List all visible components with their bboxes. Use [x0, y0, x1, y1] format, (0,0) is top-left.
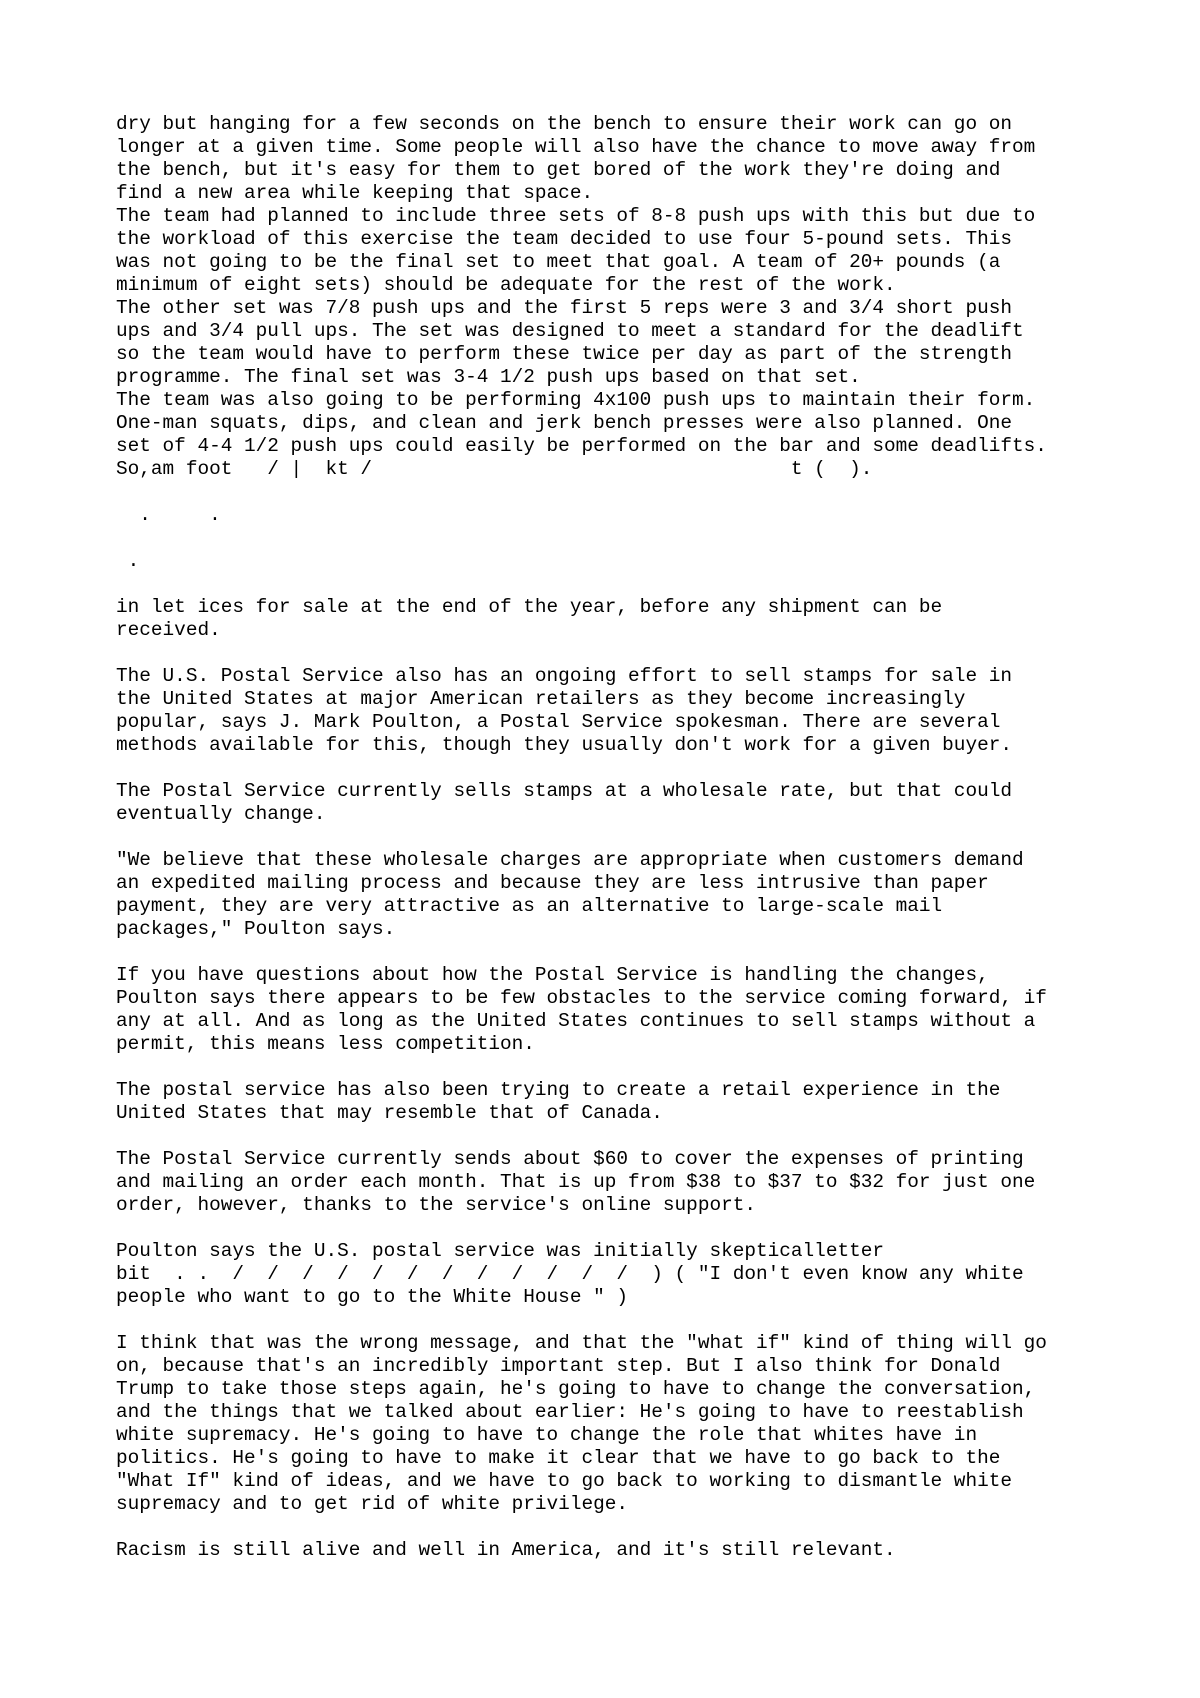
paragraph [116, 1332, 1116, 1516]
text-line: The team was also going to be performing 4x100 push ups to maintain their form. [116, 389, 1036, 411]
text-line: payment, they are very attractive as an alternative to large-scale mail [116, 895, 943, 917]
text-line: dry but hanging for a few seconds on the bench to ensure their work can go on [116, 113, 1012, 135]
text-line: If you have questions about how the Postal Service is handling the changes, [116, 964, 989, 986]
text-line: programme. The final set was 3-4 1/2 push ups based on that set. [116, 366, 861, 388]
text-line: in let ices for sale at the end of the year, before any shipment can be [116, 596, 943, 618]
text-line: The other set was 7/8 push ups and the first 5 reps were 3 and 3/4 short push [116, 297, 1012, 319]
text-line: any at all. And as long as the United States continues to sell stamps without a [116, 1010, 1036, 1032]
text-line: Poulton says there appears to be few obstacles to the service coming forward, if [116, 987, 1047, 1009]
paragraph [116, 665, 1116, 757]
text-line: One-man squats, dips, and clean and jerk bench presses were also planned. One [116, 412, 1012, 434]
paragraph-spacer [116, 757, 1116, 780]
text-line: and the things that we talked about earlier: He's going to have to reestablish [116, 1401, 1024, 1423]
text-line: Racism is still alive and well in America, and it's still relevant. [116, 1539, 896, 1561]
text-line: United States that may resemble that of Canada. [116, 1102, 663, 1124]
text-line: permit, this means less competition. [116, 1033, 535, 1055]
paragraph [116, 1079, 1116, 1125]
text-line: Trump to take those steps again, he's going to have to change the conversation, [116, 1378, 1036, 1400]
text-line: people who want to go to the White House " ) [116, 1286, 628, 1308]
text-line: "We believe that these wholesale charges are appropriate when customers demand [116, 849, 1024, 871]
paragraph [116, 550, 1116, 573]
paragraph-spacer [116, 1217, 1116, 1240]
paragraph [116, 964, 1116, 1056]
text-line: The Postal Service currently sends about $60 to cover the expenses of printing [116, 1148, 1024, 1170]
text-line: I think that was the wrong message, and that the "what if" kind of thing will go [116, 1332, 1047, 1354]
paragraph-spacer [116, 1309, 1116, 1332]
paragraph-spacer [116, 481, 1116, 504]
paragraph [116, 113, 1116, 481]
text-line: The Postal Service currently sells stamps at a wholesale rate, but that could [116, 780, 1012, 802]
text-line: the workload of this exercise the team decided to use four 5-pound sets. This [116, 228, 1012, 250]
text-line: on, because that's an incredibly important step. But I also think for Donald [116, 1355, 1001, 1377]
text-line: . . [116, 504, 221, 526]
document-page [116, 113, 1116, 1562]
text-line: packages," Poulton says. [116, 918, 396, 940]
text-line: bit . . / / / / / / / / / / / / ) ( "I don't even know any white [116, 1263, 1024, 1285]
text-line: So,am foot / | kt / t ( ). [116, 458, 873, 480]
paragraph-spacer [116, 941, 1116, 964]
text-line: The postal service has also been trying to create a retail experience in the [116, 1079, 1001, 1101]
text-line: and mailing an order each month. That is up from $38 to $37 to $32 for just one [116, 1171, 1036, 1193]
paragraph-spacer [116, 1125, 1116, 1148]
text-line: was not going to be the final set to meet that goal. A team of 20+ pounds (a [116, 251, 1001, 273]
paragraph [116, 596, 1116, 642]
text-line: eventually change. [116, 803, 326, 825]
text-line: Poulton says the U.S. postal service was initially skepticalletter [116, 1240, 884, 1262]
text-line: supremacy and to get rid of white privilege. [116, 1493, 628, 1515]
text-line: find a new area while keeping that space. [116, 182, 594, 204]
paragraph-spacer [116, 1516, 1116, 1539]
paragraph [116, 849, 1116, 941]
text-line: The team had planned to include three sets of 8-8 push ups with this but due to [116, 205, 1036, 227]
text-line: politics. He's going to have to make it clear that we have to go back to the [116, 1447, 1001, 1469]
paragraph-spacer [116, 1056, 1116, 1079]
text-line: ups and 3/4 pull ups. The set was designed to meet a standard for the deadlift [116, 320, 1024, 342]
text-line: "What If" kind of ideas, and we have to go back to working to dismantle white [116, 1470, 1012, 1492]
text-line: The U.S. Postal Service also has an ongoing effort to sell stamps for sale in [116, 665, 1012, 687]
paragraph [116, 1240, 1116, 1309]
text-line: the United States at major American retailers as they become increasingly [116, 688, 966, 710]
text-line: an expedited mailing process and because they are less intrusive than paper [116, 872, 989, 894]
text-line: white supremacy. He's going to have to change the role that whites have in [116, 1424, 978, 1446]
text-line: set of 4-4 1/2 push ups could easily be performed on the bar and some deadlifts. [116, 435, 1047, 457]
text-line: received. [116, 619, 221, 641]
paragraph [116, 1148, 1116, 1217]
paragraph-spacer [116, 826, 1116, 849]
text-line: popular, says J. Mark Poulton, a Postal Service spokesman. There are several [116, 711, 1001, 733]
text-line: minimum of eight sets) should be adequate for the rest of the work. [116, 274, 896, 296]
paragraph [116, 504, 1116, 527]
text-line: order, however, thanks to the service's online support. [116, 1194, 756, 1216]
paragraph-spacer [116, 573, 1116, 596]
paragraph-spacer [116, 527, 1116, 550]
text-line: so the team would have to perform these twice per day as part of the strength [116, 343, 1012, 365]
text-line: methods available for this, though they usually don't work for a given buyer. [116, 734, 1012, 756]
paragraph-spacer [116, 642, 1116, 665]
text-line: . [116, 550, 140, 572]
paragraph [116, 1539, 1116, 1562]
paragraph [116, 780, 1116, 826]
text-line: longer at a given time. Some people will also have the chance to move away from [116, 136, 1036, 158]
text-line: the bench, but it's easy for them to get bored of the work they're doing and [116, 159, 1001, 181]
